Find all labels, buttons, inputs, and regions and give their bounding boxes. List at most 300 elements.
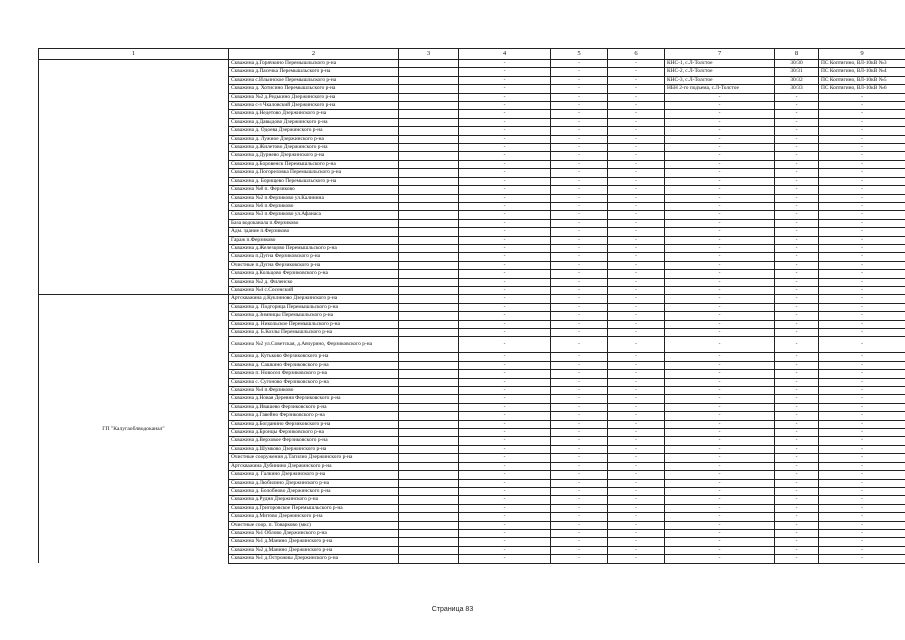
empty-cell <box>399 437 459 445</box>
empty-cell <box>399 85 459 93</box>
empty-cell <box>399 152 459 160</box>
dash-cell: - <box>608 144 665 152</box>
dash-cell: - <box>459 513 551 521</box>
dash-cell: - <box>608 76 665 84</box>
dash-cell: - <box>459 504 551 512</box>
dash-cell: - <box>459 496 551 504</box>
dash-cell: - <box>459 127 551 135</box>
dash-cell: - <box>608 370 665 378</box>
dash-cell: - <box>819 546 905 554</box>
dash-cell: - <box>775 521 819 529</box>
dash-cell: - <box>665 437 775 445</box>
code-cell: 30/33 <box>775 85 819 93</box>
dash-cell: - <box>819 337 905 353</box>
dash-cell: - <box>775 303 819 311</box>
dash-cell: - <box>775 496 819 504</box>
dash-cell: - <box>608 462 665 470</box>
dash-cell: - <box>551 194 608 202</box>
dash-cell: - <box>608 487 665 495</box>
dash-cell: - <box>551 295 608 303</box>
dash-cell: - <box>459 144 551 152</box>
dash-cell: - <box>551 412 608 420</box>
pump-station-cell: КНС-3, с.Л-Толстое <box>665 76 775 84</box>
dash-cell: - <box>819 202 905 210</box>
dash-cell: - <box>551 546 608 554</box>
dash-cell: - <box>775 370 819 378</box>
dash-cell: - <box>819 462 905 470</box>
dash-cell: - <box>551 513 608 521</box>
dash-cell: - <box>608 194 665 202</box>
dash-cell: - <box>775 403 819 411</box>
column-header: 2 <box>229 49 399 60</box>
dash-cell: - <box>608 395 665 403</box>
dash-cell: - <box>775 160 819 168</box>
dash-cell: - <box>775 395 819 403</box>
dash-cell: - <box>775 487 819 495</box>
dash-cell: - <box>819 127 905 135</box>
dash-cell: - <box>665 387 775 395</box>
dash-cell: - <box>775 219 819 227</box>
facility-name: Скважина д.Горячкино Перемышльского р-на <box>229 60 399 68</box>
dash-cell: - <box>608 378 665 386</box>
dash-cell: - <box>551 219 608 227</box>
dash-cell: - <box>608 555 665 563</box>
dash-cell: - <box>775 244 819 252</box>
facility-name: Скважина д. Сашкино Ферзиковского р-на <box>229 361 399 369</box>
dash-cell: - <box>665 211 775 219</box>
dash-cell: - <box>608 295 665 303</box>
column-header: 5 <box>551 49 608 60</box>
dash-cell: - <box>608 286 665 294</box>
dash-cell: - <box>551 186 608 194</box>
dash-cell: - <box>551 286 608 294</box>
dash-cell: - <box>608 538 665 546</box>
dash-cell: - <box>459 76 551 84</box>
dash-cell: - <box>459 370 551 378</box>
dash-cell: - <box>459 462 551 470</box>
dash-cell: - <box>819 538 905 546</box>
dash-cell: - <box>665 236 775 244</box>
dash-cell: - <box>551 236 608 244</box>
empty-cell <box>399 244 459 252</box>
dash-cell: - <box>819 513 905 521</box>
dash-cell: - <box>608 471 665 479</box>
dash-cell: - <box>459 487 551 495</box>
dash-cell: - <box>819 228 905 236</box>
empty-cell <box>399 529 459 537</box>
dash-cell: - <box>775 353 819 361</box>
dash-cell: - <box>459 395 551 403</box>
dash-cell: - <box>608 337 665 353</box>
dash-cell: - <box>819 445 905 453</box>
empty-cell <box>399 110 459 118</box>
dash-cell: - <box>665 471 775 479</box>
dash-cell: - <box>665 487 775 495</box>
empty-cell <box>399 60 459 68</box>
dash-cell: - <box>551 445 608 453</box>
dash-cell: - <box>551 135 608 143</box>
dash-cell: - <box>608 496 665 504</box>
empty-cell <box>399 76 459 84</box>
facility-name: База водоканала п.Ферзиково <box>229 219 399 227</box>
dash-cell: - <box>819 236 905 244</box>
dash-cell: - <box>459 420 551 428</box>
column-header: 3 <box>399 49 459 60</box>
dash-cell: - <box>551 437 608 445</box>
dash-cell: - <box>608 270 665 278</box>
substation-cell: ПС Коптягино, ВЛ-10кВ №3 <box>819 60 905 68</box>
dash-cell: - <box>608 361 665 369</box>
pump-station-cell: КНС-1, с.Л-Толстое <box>665 60 775 68</box>
dash-cell: - <box>819 471 905 479</box>
dash-cell: - <box>551 278 608 286</box>
dash-cell: - <box>459 202 551 210</box>
column-header: 9 <box>819 49 905 60</box>
dash-cell: - <box>819 110 905 118</box>
pump-station-cell: КНС-2, с.Л-Толстое <box>665 68 775 76</box>
dash-cell: - <box>819 135 905 143</box>
facility-name: Скважина д.Рудня Дзержинского р-на <box>229 496 399 504</box>
dash-cell: - <box>459 278 551 286</box>
dash-cell: - <box>551 361 608 369</box>
dash-cell: - <box>459 236 551 244</box>
facility-name: Скважина д.Шумково Дзержинского р-на <box>229 445 399 453</box>
dash-cell: - <box>459 68 551 76</box>
dash-cell: - <box>551 555 608 563</box>
empty-cell <box>399 202 459 210</box>
dash-cell: - <box>608 110 665 118</box>
dash-cell: - <box>819 278 905 286</box>
column-header: 7 <box>665 49 775 60</box>
dash-cell: - <box>819 144 905 152</box>
dash-cell: - <box>665 395 775 403</box>
dash-cell: - <box>775 546 819 554</box>
dash-cell: - <box>551 211 608 219</box>
dash-cell: - <box>608 244 665 252</box>
facility-name: Скважина №1 Облово Дзержинского р-на <box>229 529 399 537</box>
dash-cell: - <box>551 337 608 353</box>
dash-cell: - <box>819 152 905 160</box>
dash-cell: - <box>775 445 819 453</box>
facility-name: Артскважина д.Куклиново Дзержинского р-на <box>229 295 399 303</box>
dash-cell: - <box>459 93 551 101</box>
pump-station-cell: НБН 2-го подъема, с.Л-Толстое <box>665 85 775 93</box>
facility-name: Скважина п. Новосел Ферзиковского р-на <box>229 370 399 378</box>
facility-name: Скважина д.Гавейно Ферзиковского р-на <box>229 412 399 420</box>
dash-cell: - <box>459 429 551 437</box>
dash-cell: - <box>459 312 551 320</box>
empty-cell <box>399 445 459 453</box>
dash-cell: - <box>775 228 819 236</box>
dash-cell: - <box>551 529 608 537</box>
dash-cell: - <box>665 169 775 177</box>
facility-name: Очистные соор. п. Товарково (мкс) <box>229 521 399 529</box>
dash-cell: - <box>775 270 819 278</box>
facility-name: Скважина д. Подгорица Перемышльского р-на <box>229 303 399 311</box>
dash-cell: - <box>608 387 665 395</box>
dash-cell: - <box>775 529 819 537</box>
empty-cell <box>399 211 459 219</box>
dash-cell: - <box>551 102 608 110</box>
dash-cell: - <box>551 454 608 462</box>
dash-cell: - <box>775 110 819 118</box>
dash-cell: - <box>775 437 819 445</box>
dash-cell: - <box>665 445 775 453</box>
dash-cell: - <box>608 236 665 244</box>
dash-cell: - <box>551 496 608 504</box>
table-body <box>39 60 905 564</box>
substation-cell: ПС Коптягино, ВЛ-10кВ №6 <box>819 85 905 93</box>
dash-cell: - <box>665 186 775 194</box>
facility-name: Скважина д.Богданино Ферзиковского р-на <box>229 420 399 428</box>
dash-cell: - <box>459 211 551 219</box>
dash-cell: - <box>608 169 665 177</box>
facility-name: Скважина №4 с.Сосенский <box>229 286 399 294</box>
dash-cell: - <box>819 487 905 495</box>
dash-cell: - <box>459 529 551 537</box>
facility-name: Скважина д. Болобново Дзержинского р-на <box>229 487 399 495</box>
dash-cell: - <box>459 219 551 227</box>
dash-cell: - <box>551 152 608 160</box>
dash-cell: - <box>608 445 665 453</box>
dash-cell: - <box>459 194 551 202</box>
empty-cell <box>399 454 459 462</box>
facility-name: Скважина д.Дурнево Дзержинского р-на <box>229 152 399 160</box>
dash-cell: - <box>775 202 819 210</box>
dash-cell: - <box>551 378 608 386</box>
dash-cell: - <box>775 253 819 261</box>
dash-cell: - <box>551 487 608 495</box>
dash-cell: - <box>551 462 608 470</box>
facility-name: Скважина №1 д.Острожны Дзержинского р-на <box>229 555 399 563</box>
empty-cell <box>399 429 459 437</box>
empty-cell <box>399 361 459 369</box>
facility-name: Скважина п.Дугна Ферзиковского р-на <box>229 253 399 261</box>
dash-cell: - <box>819 320 905 328</box>
dash-cell: - <box>551 202 608 210</box>
dash-cell: - <box>665 546 775 554</box>
dash-cell: - <box>775 127 819 135</box>
dash-cell: - <box>775 320 819 328</box>
dash-cell: - <box>459 295 551 303</box>
dash-cell: - <box>459 555 551 563</box>
dash-cell: - <box>819 160 905 168</box>
dash-cell: - <box>665 412 775 420</box>
dash-cell: - <box>608 211 665 219</box>
facility-name: Скважина с. Сугоново Ферзиковского р-на <box>229 378 399 386</box>
facility-name: Скважина д.Любилино Дзержинского р-на <box>229 479 399 487</box>
dash-cell: - <box>608 135 665 143</box>
empty-cell <box>399 68 459 76</box>
empty-cell <box>399 471 459 479</box>
dash-cell: - <box>551 60 608 68</box>
facility-name: Скважина д.Верховое Ферзиковского р-на <box>229 437 399 445</box>
dash-cell: - <box>551 353 608 361</box>
dash-cell: - <box>665 496 775 504</box>
dash-cell: - <box>608 261 665 269</box>
empty-cell <box>399 177 459 185</box>
dash-cell: - <box>775 261 819 269</box>
dash-cell: - <box>459 454 551 462</box>
dash-cell: - <box>459 85 551 93</box>
dash-cell: - <box>775 152 819 160</box>
empty-cell <box>399 102 459 110</box>
code-cell: 30/31 <box>775 68 819 76</box>
facility-name: Скважина №1 д.Манино Дзержинского р-на <box>229 538 399 546</box>
empty-cell <box>399 487 459 495</box>
dash-cell: - <box>819 244 905 252</box>
dash-cell: - <box>775 93 819 101</box>
dash-cell: - <box>551 538 608 546</box>
dash-cell: - <box>775 454 819 462</box>
dash-cell: - <box>665 102 775 110</box>
facility-name: Очистные сооружения д.Тагилно Дзержинского р-на <box>229 454 399 462</box>
facility-name: Скважина д. Лужное Дзержинского р-на <box>229 135 399 143</box>
dash-cell: - <box>665 529 775 537</box>
facility-name: Скважина №3 п.Ферзиково ул.Афанаса <box>229 211 399 219</box>
dash-cell: - <box>459 445 551 453</box>
dash-cell: - <box>459 471 551 479</box>
dash-cell: - <box>459 169 551 177</box>
dash-cell: - <box>775 177 819 185</box>
dash-cell: - <box>775 337 819 353</box>
facility-name: Скважина д. Борищево Перемышльского р-на <box>229 177 399 185</box>
dash-cell: - <box>775 462 819 470</box>
facility-name: Скважина д.Давыдово Дзержинского р-на <box>229 118 399 126</box>
dash-cell: - <box>665 370 775 378</box>
empty-cell <box>399 236 459 244</box>
dash-cell: - <box>551 387 608 395</box>
empty-cell <box>399 303 459 311</box>
dash-cell: - <box>665 278 775 286</box>
dash-cell: - <box>665 429 775 437</box>
dash-cell: - <box>459 118 551 126</box>
empty-cell <box>399 261 459 269</box>
empty-cell <box>399 555 459 563</box>
dash-cell: - <box>665 462 775 470</box>
dash-cell: - <box>608 454 665 462</box>
dash-cell: - <box>665 270 775 278</box>
dash-cell: - <box>819 521 905 529</box>
facility-name: Скважина №4 п.Ферзиково <box>229 387 399 395</box>
dash-cell: - <box>819 303 905 311</box>
empty-cell <box>399 521 459 529</box>
dash-cell: - <box>665 329 775 337</box>
empty-cell <box>399 169 459 177</box>
substation-cell: ПС Коптягино, ВЛ-10кВ №5 <box>819 76 905 84</box>
dash-cell: - <box>819 454 905 462</box>
dash-cell: - <box>665 454 775 462</box>
dash-cell: - <box>819 395 905 403</box>
empty-cell <box>399 144 459 152</box>
facility-name: Скважина №2 д. Филенско <box>229 278 399 286</box>
facility-name: Скважина д.Боровенск Перемышльского р-на <box>229 160 399 168</box>
empty-cell <box>399 160 459 168</box>
empty-cell <box>399 135 459 143</box>
dash-cell: - <box>459 412 551 420</box>
facility-name: Скважина д.Бронцы Ферзиковского р-на <box>229 429 399 437</box>
dash-cell: - <box>459 60 551 68</box>
dash-cell: - <box>819 286 905 294</box>
facility-name: Скважина №2 д.Манино Дзержинского р-на <box>229 546 399 554</box>
dash-cell: - <box>459 546 551 554</box>
dash-cell: - <box>665 555 775 563</box>
facility-name: Скважина д.Пасечка Перемышльского р-на <box>229 68 399 76</box>
facility-name: Адм. здание п.Ферзиково <box>229 228 399 236</box>
dash-cell: - <box>551 253 608 261</box>
empty-cell <box>399 270 459 278</box>
dash-cell: - <box>551 85 608 93</box>
dash-cell: - <box>608 127 665 135</box>
empty-cell <box>399 387 459 395</box>
dash-cell: - <box>551 261 608 269</box>
dash-cell: - <box>775 429 819 437</box>
dash-cell: - <box>608 329 665 337</box>
facility-name: Скважина д.Ивашево Ферзиковского р-на <box>229 403 399 411</box>
empty-cell <box>399 412 459 420</box>
dash-cell: - <box>608 320 665 328</box>
empty-cell <box>399 353 459 361</box>
dash-cell: - <box>819 211 905 219</box>
facility-name: Скважина д.Погореловка Перемышльского р-на <box>229 169 399 177</box>
dash-cell: - <box>665 303 775 311</box>
dash-cell: - <box>819 270 905 278</box>
dash-cell: - <box>459 261 551 269</box>
empty-cell <box>399 462 459 470</box>
page-number: Страница 83 <box>431 606 474 613</box>
dash-cell: - <box>459 270 551 278</box>
dash-cell: - <box>775 135 819 143</box>
dash-cell: - <box>775 169 819 177</box>
dash-cell: - <box>819 194 905 202</box>
empty-cell <box>399 378 459 386</box>
dash-cell: - <box>551 110 608 118</box>
dash-cell: - <box>459 253 551 261</box>
facility-name: Скважина №2 ул.Советская, д.Авчурино, Ферзиковского р-на <box>229 337 399 353</box>
dash-cell: - <box>775 504 819 512</box>
dash-cell: - <box>665 228 775 236</box>
empty-cell <box>399 370 459 378</box>
dash-cell: - <box>665 202 775 210</box>
empty-cell <box>399 253 459 261</box>
empty-cell <box>399 395 459 403</box>
empty-cell <box>399 329 459 337</box>
dash-cell: - <box>775 479 819 487</box>
empty-cell <box>399 228 459 236</box>
dash-cell: - <box>819 253 905 261</box>
dash-cell: - <box>665 479 775 487</box>
column-header: 8 <box>775 49 819 60</box>
dash-cell: - <box>551 160 608 168</box>
dash-cell: - <box>608 521 665 529</box>
dash-cell: - <box>665 152 775 160</box>
dash-cell: - <box>459 387 551 395</box>
dash-cell: - <box>551 395 608 403</box>
dash-cell: - <box>608 504 665 512</box>
dash-cell: - <box>608 85 665 93</box>
dash-cell: - <box>459 177 551 185</box>
dash-cell: - <box>551 312 608 320</box>
dash-cell: - <box>775 420 819 428</box>
dash-cell: - <box>608 160 665 168</box>
dash-cell: - <box>459 228 551 236</box>
dash-cell: - <box>608 513 665 521</box>
dash-cell: - <box>819 437 905 445</box>
dash-cell: - <box>819 261 905 269</box>
dash-cell: - <box>551 244 608 252</box>
dash-cell: - <box>775 513 819 521</box>
dash-cell: - <box>459 479 551 487</box>
